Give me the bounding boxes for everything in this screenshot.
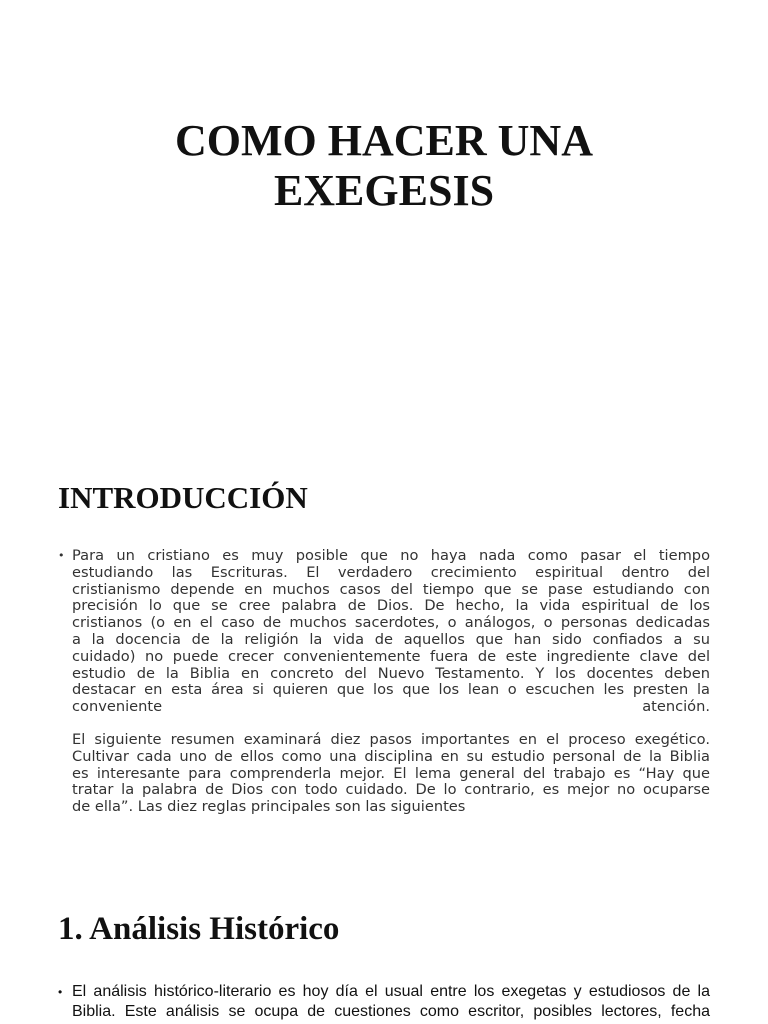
text-line: cristianos (o en el caso de muchos sacerdotes, o análogos, o personas dedicadas bbox=[72, 614, 710, 632]
text-line: Para un cristiano es muy posible que no haya nada como pasar el tiempo bbox=[72, 547, 710, 564]
historical-analysis-paragraph bbox=[72, 982, 710, 1022]
text-line: destacar en esta área si quieren que los que los lean o escuchen les presten la bbox=[72, 681, 710, 699]
historical-analysis-slide bbox=[0, 870, 768, 1024]
text-line: cristianismo depende en muchos casos del tiempo que se pase estudiando con bbox=[72, 580, 710, 598]
text-line: de ella”. Las diez reglas principales son las siguientes bbox=[72, 798, 466, 816]
text-line: El siguiente resumen examinará diez pasos importantes en el proceso exegético. bbox=[72, 730, 710, 748]
historical-analysis-heading: 1. Análisis Histórico bbox=[58, 911, 340, 947]
text-line: conveniente atención. bbox=[72, 698, 710, 716]
text-line: estudiando las Escrituras. El verdadero crecimiento espiritual dentro del bbox=[72, 563, 710, 581]
historical-analysis-body bbox=[58, 982, 710, 1022]
text-line: Cultivar cada uno de ellos como una disciplina en su estudio personal de la Biblia bbox=[72, 747, 710, 765]
text-line: es interesante para comprenderla mejor. El lema general del trabajo es “Hay que bbox=[72, 764, 710, 782]
text-line: a la docencia de la religión la vida de aquellos que han sido confiados a su bbox=[72, 630, 710, 648]
text-line: cuidado) no puede crecer convenientemente fuera de este ingrediente clave del bbox=[72, 647, 710, 665]
text-line: tratar la palabra de Dios con todo cuidado. De lo contrario, es mejor no ocuparse bbox=[72, 781, 710, 799]
introduction-paragraph-2 bbox=[72, 732, 710, 816]
text-line: Biblia. Este análisis se ocupa de cuestiones como escritor, posibles lectores, fecha bbox=[72, 1003, 710, 1020]
text-line: estudio de la Biblia en concreto del Nuevo Testamento. Y los docentes deben bbox=[72, 664, 710, 682]
introduction-paragraph-1 bbox=[72, 548, 710, 716]
title-line-2: EXEGESIS bbox=[273, 166, 495, 215]
introduction-heading: INTRODUCCIÓN bbox=[58, 480, 308, 515]
document-title bbox=[0, 116, 768, 216]
title-slide bbox=[0, 0, 768, 430]
introduction-body bbox=[58, 548, 710, 816]
bullet-icon: • bbox=[58, 985, 63, 999]
title-line-1: COMO HACER UNA bbox=[175, 116, 593, 165]
text-line: precisión lo que se cree palabra de Dios. De hecho, la vida espiritual de los bbox=[72, 597, 710, 615]
introduction-slide bbox=[0, 430, 768, 870]
bullet-item bbox=[58, 982, 710, 1022]
bullet-item bbox=[58, 548, 710, 716]
text-line: El análisis histórico-literario es hoy día el usual entre los exegetas y estudiosos de la bbox=[72, 983, 710, 1000]
bullet-icon: • bbox=[58, 549, 65, 562]
